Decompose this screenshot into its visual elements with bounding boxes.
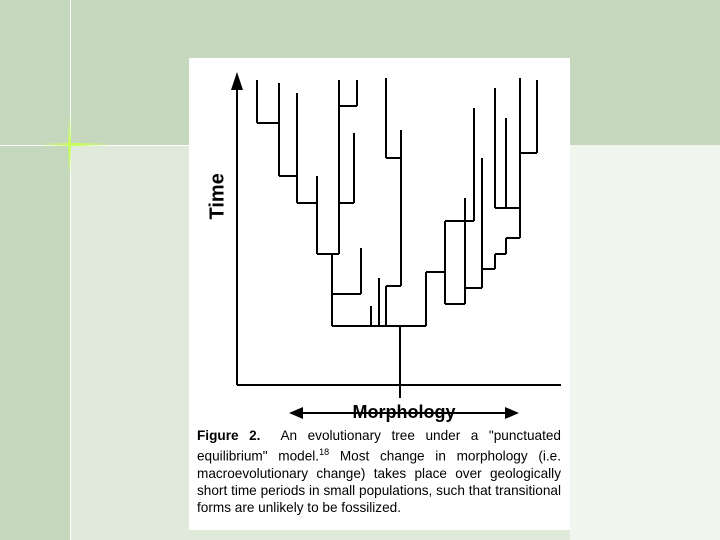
time-axis-arrowhead xyxy=(231,72,243,90)
sparkle-decoration-horizontal xyxy=(40,143,110,146)
caption-text-part-2: Most change in morphology (i.e. macroevolutionary change) takes place over geologically short time periods in small populations, such that transitional forms are unlikely to be fossilized. xyxy=(197,448,561,515)
slide-background-left-band xyxy=(0,0,70,540)
sparkle-decoration-vertical xyxy=(68,115,71,175)
figure-number: Figure 2. xyxy=(197,428,261,443)
x-axis-label: Morphology xyxy=(352,402,456,422)
figure-caption xyxy=(197,427,561,516)
caption-reference-number: 18 xyxy=(319,447,330,457)
slide-divider-vertical xyxy=(70,0,71,540)
morphology-arrow-left-head xyxy=(289,407,303,419)
figure-image xyxy=(189,58,570,530)
tree-branches xyxy=(257,78,537,398)
slide-background-right-low xyxy=(570,145,720,540)
y-axis-label: Time xyxy=(206,173,229,220)
caption-text-part-1: An evolutionary tree under a "punctuated equilibrium" model. xyxy=(197,428,561,464)
slide-background-right-top xyxy=(570,0,720,145)
morphology-arrow-right-head xyxy=(505,407,519,419)
